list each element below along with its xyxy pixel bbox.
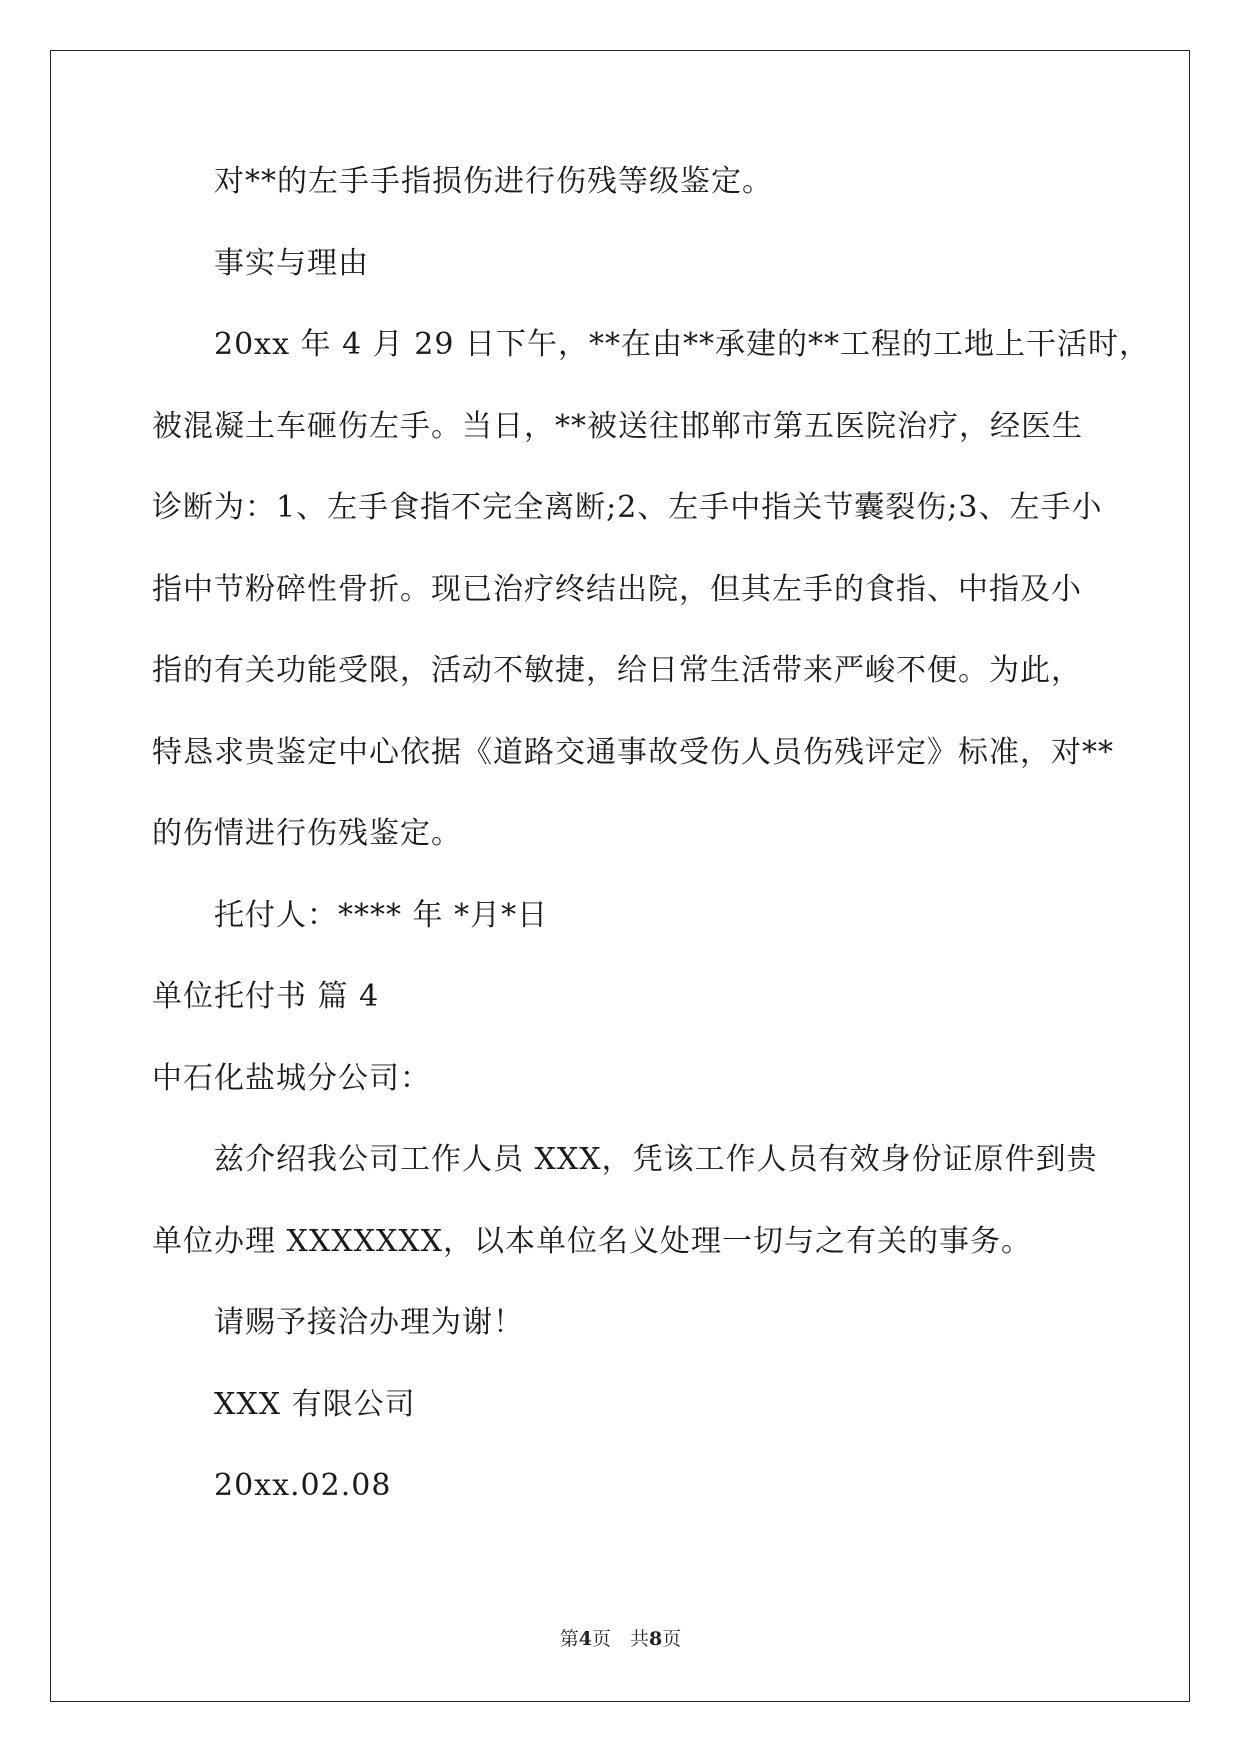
section-heading: 事实与理由 <box>214 245 369 281</box>
company-name: XXX 有限公司 <box>214 1386 416 1422</box>
date-line: 20xx.02.08 <box>214 1468 392 1503</box>
paragraph-line: 兹介绍我公司工作人员 XXX，凭该工作人员有效身份证原件到贵 <box>214 1142 1098 1177</box>
document-body <box>152 162 1150 1548</box>
paragraph-line: 单位办理 XXXXXXX，以本单位名义处理一切与之有关的事务。 <box>152 1223 1033 1259</box>
paragraph-line: 20xx 年 4 月 29 日下午，**在由**承建的**工程的工地上干活时， <box>214 327 1150 362</box>
paragraph-line: 的伤情进行伤残鉴定。 <box>152 816 462 851</box>
section-title: 单位托付书 篇 4 <box>152 979 380 1014</box>
recipient-line: 中石化盐城分公司： <box>152 1060 431 1096</box>
closing-line: 请赐予接洽办理为谢！ <box>214 1305 524 1340</box>
signature-line: 托付人：**** 年 *月*日 <box>214 897 549 933</box>
paragraph-line: 指中节粉碎性骨折。现已治疗终结出院，但其左手的食指、中指及小 <box>152 571 1082 607</box>
page-number-current: 4 <box>578 1628 592 1650</box>
page-number-suffix: 页 <box>662 1628 682 1650</box>
page-number-middle: 页 共 <box>591 1628 649 1650</box>
paragraph-line: 指的有关功能受限，活动不敏捷，给日常生活带来严峻不便。为此， <box>152 653 1082 688</box>
page-number-prefix: 第 <box>559 1628 579 1650</box>
paragraph-line: 被混凝土车砸伤左手。当日，**被送往邯郸市第五医院治疗，经医生 <box>152 408 1083 444</box>
paragraph-line: 特恳求贵鉴定中心依据《道路交通事故受伤人员伤残评定》标准，对** <box>152 734 1114 770</box>
paragraph-line: 诊断为：1、左手食指不完全离断;2、左手中指关节囊裂伤;3、左手小 <box>152 490 1103 525</box>
paragraph-line: 对**的左手手指损伤进行伤残等级鉴定。 <box>214 164 773 199</box>
page-number-total: 8 <box>649 1628 663 1650</box>
page-footer <box>0 1624 1241 1651</box>
